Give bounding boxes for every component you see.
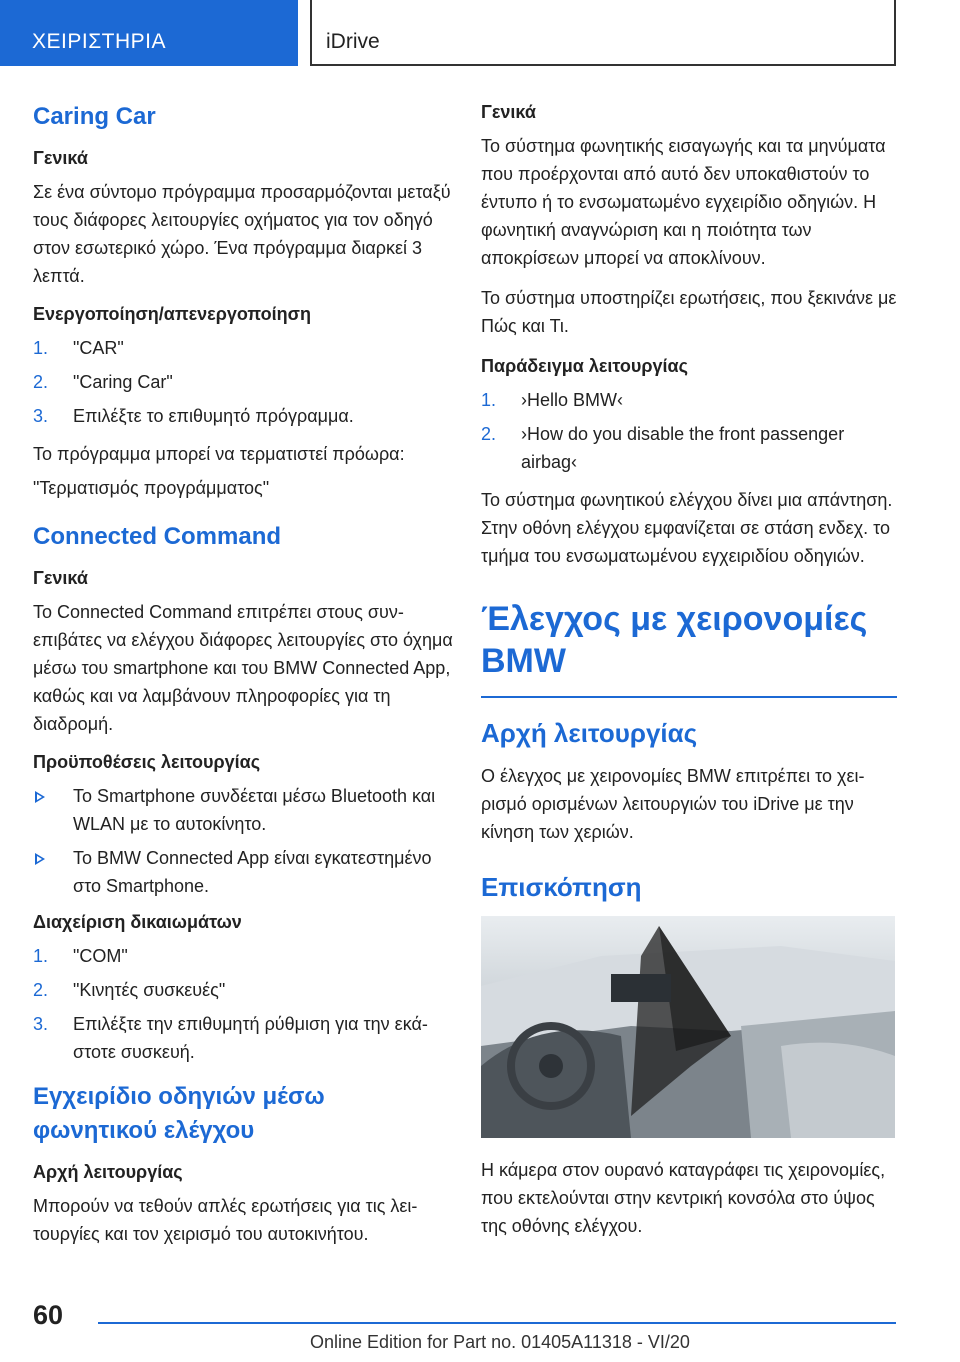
voice-manual-heading: Εγχειρίδιο οδηγιών μέσω φωνητικού ελέγχου: [33, 1083, 325, 1144]
activation-menu-item: "Τερματισμός προγράμματος": [33, 478, 270, 498]
list-item: [481, 386, 897, 414]
prerequisites-list: [33, 782, 453, 900]
activation-heading: Ενεργοποίηση/απενεργοποίηση: [33, 304, 311, 324]
rights-steps: [33, 942, 453, 1066]
triangle-bullet-icon: [35, 853, 45, 865]
activation-steps: [33, 334, 453, 430]
principle-text: Μπορούν να τεθούν απλές ερωτήσεις για τις λειτουργίες και τον χειρισμό του αυτοκινήτου.: [33, 1196, 418, 1244]
step-text: "COM": [73, 946, 128, 966]
list-item: [33, 942, 453, 970]
step-number: 1.: [481, 390, 497, 410]
left-column: [33, 100, 453, 1260]
overview-text: Η κάμερα στον ουρανό καταγράφει τις χειρονομίες, που εκτελούνται στην κεντρική κονσόλα στο ύψος της οθόνης ελέγχου.: [481, 1160, 886, 1236]
voice-general-text-2: Το σύστημα υποστηρίζει ερωτήσεις, που ξεκινάνε με Πώς και Τι.: [481, 288, 897, 336]
list-item: [33, 976, 453, 1004]
step-text: Επιλέξτε την επιθυμητή ρύθμιση για την εκάστοτε συσκευή.: [73, 1014, 428, 1062]
footer-divider: [98, 1322, 896, 1324]
caring-general-heading: Γενικά: [33, 148, 88, 168]
list-item: [33, 368, 453, 396]
voice-general-text-1: Το σύστημα φωνητικής εισαγωγής και τα μηνύματα που προέρχονται από αυτό δεν υποκαθιστούν το έντυπο ή το ενσωματωμένο εγχειρίδιο οδηγιών. Η φωνητική αναγνώριση και η ποιότητα των αποκρίσεων μπορεί να αποκλίνουν.: [481, 136, 886, 268]
connected-general-heading: Γενικά: [33, 568, 88, 588]
heading-divider: [481, 696, 897, 698]
list-item: [33, 402, 453, 430]
gesture-principle-text: Ο έλεγχος με χειρονομίες BMW επιτρέπει το χειρισμό ορισμένων λειτουργιών του iDrive με την κίνηση των χεριών.: [481, 766, 865, 842]
overview-heading: Επισκόπηση: [481, 872, 642, 902]
triangle-bullet-icon: [35, 791, 45, 803]
bullet-text: Το Smartphone συνδέεται μέσω Bluetooth και WLAN με το αυτοκίνητο.: [73, 786, 436, 834]
connected-command-heading: Connected Command: [33, 523, 282, 550]
connected-general-text: Το Connected Command επιτρέπει στους συνεπιβάτες να ελέγχου διάφορες λειτουργίες στο όχημα μέσω του smartphone και του BMW Connected App, καθώς και να λαμβάνουν πληροφορίες για τη διαδρομή.: [33, 602, 453, 734]
step-number: 1.: [33, 946, 49, 966]
right-column: [481, 100, 897, 1252]
step-text: ›Hello BMW‹: [521, 390, 623, 410]
step-number: 1.: [33, 338, 49, 358]
caring-car-heading: Caring Car: [33, 103, 156, 130]
voice-general-heading: Γενικά: [481, 102, 536, 122]
list-item: [481, 420, 897, 476]
chapter-tab[interactable]: ΧΕΙΡΙΣΤΗΡΙΑ: [0, 0, 298, 66]
car-interior-image: [481, 916, 895, 1138]
list-item: [33, 782, 453, 838]
list-item: [33, 1010, 453, 1066]
page-number: 60: [33, 1300, 64, 1330]
edition-text: Online Edition for Part no. 01405A11318 - VI/20: [310, 1332, 690, 1352]
principle-heading: Αρχή λειτουργίας: [33, 1162, 183, 1182]
section-tab[interactable]: iDrive: [310, 0, 896, 66]
step-text: ›How do you disable the front passenger airbag‹: [521, 424, 845, 472]
gesture-principle-heading: Αρχή λειτουργίας: [481, 718, 698, 748]
step-number: 3.: [33, 406, 49, 426]
prerequisites-heading: Προϋποθέσεις λειτουργίας: [33, 752, 261, 772]
list-item: [33, 334, 453, 362]
step-number: 2.: [481, 424, 497, 444]
step-number: 2.: [33, 980, 49, 1000]
step-text: Επιλέξτε το επιθυμητό πρόγραμμα.: [73, 406, 354, 426]
list-item: [33, 844, 453, 900]
caring-general-text: Σε ένα σύντομο πρόγραμμα προσαρμόζονται μεταξύ τους διάφορες λειτουργίες οχήματος για τον οδηγό στον εσωτερικό χώρο. Ένα πρόγραμμα διαρκεί 3 λεπτά.: [33, 182, 451, 286]
activation-note: Το πρόγραμμα μπορεί να τερματιστεί πρόωρα:: [33, 444, 405, 464]
step-number: 3.: [33, 1014, 49, 1034]
example-text: Το σύστημα φωνητικού ελέγχου δίνει μια απάντηση. Στην οθόνη ελέγχου εμφανίζεται σε στάση ενδεχ. το τμήμα του ενσωματωμένου εγχειριδίου οδηγιών.: [481, 490, 893, 566]
gesture-control-heading: Έλεγχος με χειρονομίες BMW: [481, 600, 868, 680]
example-heading: Παράδειγμα λειτουργίας: [481, 356, 688, 376]
page-header: [0, 0, 960, 66]
step-number: 2.: [33, 372, 49, 392]
example-steps: [481, 386, 897, 476]
gesture-camera-illustration: [481, 916, 895, 1138]
step-text: "Caring Car": [73, 372, 173, 392]
rights-heading: Διαχείριση δικαιωμάτων: [33, 912, 242, 932]
step-text: "CAR": [73, 338, 124, 358]
step-text: "Κινητές συσκευές": [73, 980, 226, 1000]
bullet-text: Το BMW Connected App είναι εγκατεστημένο στο Smartphone.: [73, 848, 432, 896]
